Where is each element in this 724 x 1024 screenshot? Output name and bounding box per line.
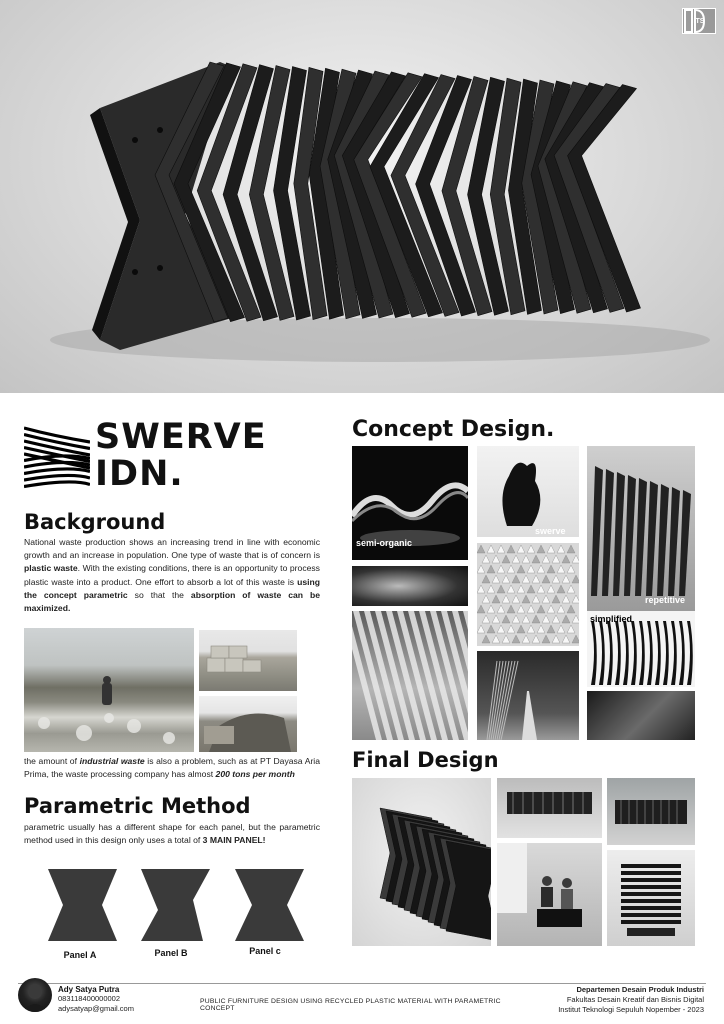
tarp-pile-photo — [199, 696, 297, 752]
corridor-photo — [477, 651, 579, 740]
swerve-sculpture-photo — [477, 446, 579, 537]
bench-render-image — [0, 0, 724, 393]
final-render-top — [497, 778, 602, 838]
department: Departemen Desain Produk Industri — [576, 985, 704, 994]
industrial-waste-paragraph: the amount of industrial waste is also a problem, such as at PT Dayasa Aria Prima, the waste processing company has almost 200 tons per month — [24, 756, 320, 780]
background-paragraph: National waste production shows an increasing trend in line with economic growth and an increase in population. One type of waste that is of concern is plastic waste. With the existing conditions, there is an opportunity to process plastic waste into a product. One effort to absorb a lot of this waste is using the concept parametric so that the absorption of waste can be maximized. — [24, 537, 320, 614]
title-line1: SWERVE — [95, 417, 267, 457]
semi-organic-photo — [352, 446, 468, 560]
repetitive-photo — [587, 446, 695, 611]
panel-a-label: Panel A — [63, 950, 97, 960]
footer-divider — [18, 983, 706, 984]
dp-logo-icon — [682, 8, 706, 34]
author-name: Ady Satya Putra — [58, 985, 120, 994]
panel-b-shape — [138, 866, 213, 944]
semi-organic-label: semi-organic — [356, 538, 413, 548]
parametric-heading: Parametric Method — [24, 794, 251, 818]
page-title — [95, 419, 267, 493]
faculty: Fakultas Desain Kreatif dan Bisnis Digital — [566, 995, 704, 1004]
concept-heading: Concept Design. — [352, 417, 555, 442]
diagonal-facade-photo — [352, 611, 468, 740]
project-title: PUBLIC FURNITURE DESIGN USING RECYCLED PLASTIC MATERIAL WITH PARAMETRIC CONCEPT — [200, 998, 501, 1012]
final-render-bench — [607, 778, 695, 845]
parametric-paragraph: parametric usually has a different shape for each panel, but the parametric method used in this design only uses a total of 3 MAIN PANEL! — [24, 822, 320, 846]
author-email: adysatyap@gmail.com — [58, 1004, 134, 1013]
swerve-label: swerve — [535, 526, 566, 536]
waste-field-photo — [24, 628, 194, 752]
hero-render — [0, 0, 724, 393]
final-people-photo — [497, 843, 602, 946]
author-phone: 083118400000002 — [58, 994, 121, 1003]
avatar — [18, 978, 52, 1012]
final-render-main — [352, 778, 491, 946]
panel-c-label: Panel c — [249, 946, 281, 956]
triangle-facade-photo — [477, 543, 579, 646]
simplified-photo — [587, 611, 695, 687]
institute: Institut Teknologi Sepuluh Nopember - 2023 — [558, 1005, 704, 1014]
panel-b-label: Panel B — [154, 948, 188, 958]
plastic-bales-photo — [199, 630, 297, 691]
panel-c-shape — [232, 866, 307, 944]
repetitive-label: repetitive — [645, 595, 686, 605]
its-logo: ITS — [682, 8, 716, 34]
simplified-label: simplified — [590, 614, 633, 624]
swirl-photo — [352, 566, 468, 606]
swerve-logo-icon — [24, 425, 90, 493]
panel-a-shape — [45, 866, 120, 944]
final-render-stool — [607, 850, 695, 946]
final-heading: Final Design — [352, 748, 499, 772]
concrete-wall-photo — [587, 691, 695, 740]
title-line2: IDN. — [95, 454, 184, 494]
background-heading: Background — [24, 510, 166, 534]
